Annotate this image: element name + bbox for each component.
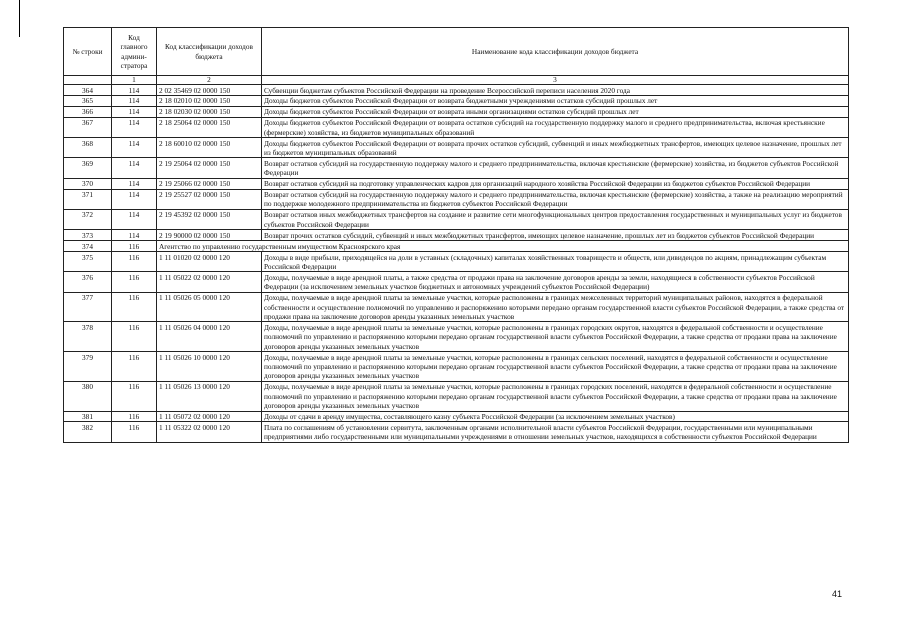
table-row bbox=[64, 178, 849, 189]
row-number-cell: 369 bbox=[64, 158, 112, 178]
table-row bbox=[64, 352, 849, 382]
row-number-cell: 381 bbox=[64, 411, 112, 422]
code-name-cell: Возврат прочих остатков субсидий, субвенций и иных межбюджетных трансфертов, имеющих целевое назначение, прошлых лет из бюджетов субъектов Российской Федерации bbox=[262, 230, 849, 241]
code-name-cell: Возврат остатков субсидий на государственную поддержку малого и среднего предпринимательства, включая крестьянские (фермерские) хозяйства, а также на реализацию мероприятий по поддержке молодежного предпринимательства из бюджетов субъектов Российской Федерации bbox=[262, 189, 849, 209]
table-row bbox=[64, 322, 849, 352]
classification-code-cell: 1 11 05072 02 0000 120 bbox=[157, 411, 262, 422]
code-name-cell: Доходы, получаемые в виде арендной платы за земельные участки, которые расположены в границах городских поселений, находятся в федеральной собственности и осуществление полномочий по управлению и распоряжению которыми передано органам государственной власти субъектов Российской Федерации, а также средства от продажи права на заключение договоров аренды указанных земельных участков bbox=[262, 381, 849, 411]
row-number-cell: 372 bbox=[64, 209, 112, 229]
page-number: 41 bbox=[832, 589, 843, 599]
column-number: 3 bbox=[262, 76, 849, 85]
code-name-cell: Возврат остатков субсидий на государственную поддержку малого и среднего предпринимательства, включая крестьянские (фермерские) хозяйства, из бюджетов субъектов Российской Федерации bbox=[262, 158, 849, 178]
header-admin-code: Код главного админи-стратора bbox=[112, 28, 157, 76]
admin-code-cell: 114 bbox=[112, 230, 157, 241]
admin-code-cell: 114 bbox=[112, 85, 157, 96]
header-classification-code: Код классификации доходов бюджета bbox=[157, 28, 262, 76]
classification-code-cell: 1 11 01020 02 0000 120 bbox=[157, 252, 262, 272]
admin-code-cell: 114 bbox=[112, 158, 157, 178]
admin-code-cell: 116 bbox=[112, 241, 157, 252]
admin-code-cell: 114 bbox=[112, 189, 157, 209]
classification-code-cell: 2 18 02030 02 0000 150 bbox=[157, 106, 262, 117]
code-name-cell: Доходы, получаемые в виде арендной платы за земельные участки, которые расположены в границах межселенных территорий муниципальных районов, находятся в федеральной собственности и осуществление полномочий по управлению и распоряжению которыми передано органам государственной власти субъектов Российской Федерации, а также средства от продажи права на заключение договоров аренды указанных земельных участков bbox=[262, 292, 849, 322]
classification-code-cell: 1 11 05026 04 0000 120 bbox=[157, 322, 262, 352]
table-row bbox=[64, 189, 849, 209]
admin-code-cell: 116 bbox=[112, 381, 157, 411]
classification-code-cell: 1 11 05026 05 0000 120 bbox=[157, 292, 262, 322]
table-row bbox=[64, 272, 849, 292]
table-row bbox=[64, 292, 849, 322]
classification-code-cell: 1 11 05026 13 0000 120 bbox=[157, 381, 262, 411]
table-row bbox=[64, 95, 849, 106]
admin-code-cell: 114 bbox=[112, 95, 157, 106]
admin-code-cell: 114 bbox=[112, 138, 157, 158]
classification-code-cell: 2 19 90000 02 0000 150 bbox=[157, 230, 262, 241]
table-row bbox=[64, 117, 849, 137]
row-number-cell: 374 bbox=[64, 241, 112, 252]
table-row bbox=[64, 241, 849, 252]
table-row bbox=[64, 138, 849, 158]
code-name-cell: Доходы бюджетов субъектов Российской Федерации от возврата прочих остатков субсидий, субвенций и иных межбюджетных трансфертов, имеющих целевое назначение, прошлых лет из бюджетов муниципальных образований bbox=[262, 138, 849, 158]
header-row bbox=[64, 28, 849, 76]
code-name-cell: Субвенции бюджетам субъектов Российской Федерации на проведение Всероссийской переписи населения 2020 года bbox=[262, 85, 849, 96]
classification-code-cell: 1 11 05322 02 0000 120 bbox=[157, 422, 262, 442]
table-row bbox=[64, 85, 849, 96]
row-number-cell: 368 bbox=[64, 138, 112, 158]
column-number: 2 bbox=[157, 76, 262, 85]
row-number-cell: 365 bbox=[64, 95, 112, 106]
code-name-cell: Плата по соглашениям об установлении сервитута, заключенным органами исполнительной власти субъектов Российской Федерации, государственными или муниципальными предприятиями либо государственными или муниципальными учреждениями в отношении земельных участков, находящихся в собственности субъектов Российской Федерации bbox=[262, 422, 849, 442]
code-name-cell: Доходы, получаемые в виде арендной платы, а также средства от продажи права на заключение договоров аренды за земли, находящиеся в собственности субъектов Российской Федерации (за исключением земельных участков бюджетных и автономных учреждений субъектов Российской Федерации) bbox=[262, 272, 849, 292]
classification-code-cell: 1 11 05022 02 0000 120 bbox=[157, 272, 262, 292]
classification-code-cell: 2 18 25064 02 0000 150 bbox=[157, 117, 262, 137]
row-number-cell: 376 bbox=[64, 272, 112, 292]
code-name-cell: Возврат остатков субсидий на подготовку управленческих кадров для организаций народного хозяйства Российской Федерации из бюджетов субъектов Российской Федерации bbox=[262, 178, 849, 189]
classification-code-cell: 2 18 02010 02 0000 150 bbox=[157, 95, 262, 106]
left-margin-line bbox=[19, 0, 20, 37]
code-name-cell: Доходы, получаемые в виде арендной платы за земельные участки, которые расположены в границах городских округов, находятся в федеральной собственности и осуществление полномочий по управлению и распоряжению которыми передано органам государственной власти субъектов Российской Федерации, а также средства от продажи права на заключение договоров аренды указанных земельных участков bbox=[262, 322, 849, 352]
row-number-cell: 375 bbox=[64, 252, 112, 272]
table-row bbox=[64, 158, 849, 178]
table-row bbox=[64, 252, 849, 272]
table-row bbox=[64, 230, 849, 241]
row-number-cell: 373 bbox=[64, 230, 112, 241]
row-number-cell: 378 bbox=[64, 322, 112, 352]
column-number-row bbox=[64, 76, 849, 85]
row-number-cell: 364 bbox=[64, 85, 112, 96]
agency-name-cell: Агентство по управлению государственным имуществом Красноярского края bbox=[157, 241, 849, 252]
budget-classification-table bbox=[63, 27, 849, 443]
column-number: 1 bbox=[112, 76, 157, 85]
code-name-cell: Доходы бюджетов субъектов Российской Федерации от возврата остатков субсидий на государственную поддержку малого и среднего предпринимательства, включая крестьянские (фермерские) хозяйства, из бюджетов муниципальных образований bbox=[262, 117, 849, 137]
admin-code-cell: 114 bbox=[112, 106, 157, 117]
classification-code-cell: 2 19 25064 02 0000 150 bbox=[157, 158, 262, 178]
column-number bbox=[64, 76, 112, 85]
admin-code-cell: 114 bbox=[112, 178, 157, 189]
admin-code-cell: 116 bbox=[112, 252, 157, 272]
header-row-number: № строки bbox=[64, 28, 112, 76]
code-name-cell: Доходы в виде прибыли, приходящейся на доли в уставных (складочных) капиталах хозяйственных товариществ и обществ, или дивидендов по акциям, принадлежащим субъектам Российской Федерации bbox=[262, 252, 849, 272]
table-row bbox=[64, 422, 849, 442]
admin-code-cell: 114 bbox=[112, 209, 157, 229]
admin-code-cell: 116 bbox=[112, 292, 157, 322]
code-name-cell: Доходы, получаемые в виде арендной платы за земельные участки, которые расположены в границах сельских поселений, находятся в федеральной собственности и осуществление полномочий по управлению и распоряжению которыми передано органам государственной власти субъектов Российской Федерации, а также средства от продажи права на заключение договоров аренды указанных земельных участков bbox=[262, 352, 849, 382]
classification-code-cell: 2 19 25527 02 0000 150 bbox=[157, 189, 262, 209]
table-row bbox=[64, 106, 849, 117]
classification-code-cell: 1 11 05026 10 0000 120 bbox=[157, 352, 262, 382]
row-number-cell: 382 bbox=[64, 422, 112, 442]
row-number-cell: 380 bbox=[64, 381, 112, 411]
code-name-cell: Доходы бюджетов субъектов Российской Федерации от возврата иными организациями остатков субсидий прошлых лет bbox=[262, 106, 849, 117]
row-number-cell: 377 bbox=[64, 292, 112, 322]
row-number-cell: 370 bbox=[64, 178, 112, 189]
table-row bbox=[64, 209, 849, 229]
header-code-name: Наименование кода классификации доходов бюджета bbox=[262, 28, 849, 76]
admin-code-cell: 116 bbox=[112, 422, 157, 442]
admin-code-cell: 116 bbox=[112, 322, 157, 352]
code-name-cell: Доходы от сдачи в аренду имущества, составляющего казну субъекта Российской Федерации (за исключением земельных участков) bbox=[262, 411, 849, 422]
classification-code-cell: 2 19 45392 02 0000 150 bbox=[157, 209, 262, 229]
code-name-cell: Возврат остатков иных межбюджетных трансфертов на создание и развитие сети многофункциональных центров предоставления государственных и муниципальных услуг из бюджетов субъектов Российской Федерации bbox=[262, 209, 849, 229]
row-number-cell: 366 bbox=[64, 106, 112, 117]
admin-code-cell: 116 bbox=[112, 272, 157, 292]
classification-code-cell: 2 19 25066 02 0000 150 bbox=[157, 178, 262, 189]
table-row bbox=[64, 381, 849, 411]
classification-code-cell: 2 18 60010 02 0000 150 bbox=[157, 138, 262, 158]
classification-code-cell: 2 02 35469 02 0000 150 bbox=[157, 85, 262, 96]
row-number-cell: 367 bbox=[64, 117, 112, 137]
code-name-cell: Доходы бюджетов субъектов Российской Федерации от возврата бюджетными учреждениями остатков субсидий прошлых лет bbox=[262, 95, 849, 106]
row-number-cell: 371 bbox=[64, 189, 112, 209]
admin-code-cell: 116 bbox=[112, 352, 157, 382]
row-number-cell: 379 bbox=[64, 352, 112, 382]
admin-code-cell: 114 bbox=[112, 117, 157, 137]
table-row bbox=[64, 411, 849, 422]
admin-code-cell: 116 bbox=[112, 411, 157, 422]
